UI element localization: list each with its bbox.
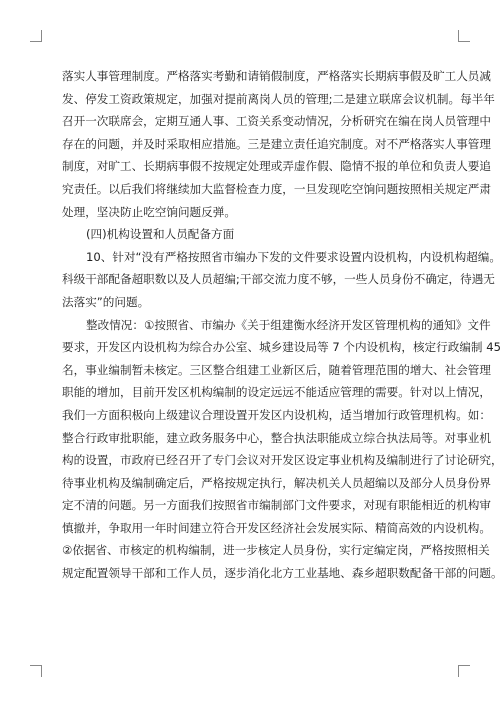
text-line: 构的设置，市政府已经召开了专门会议对开发区设定事业机构及编制进行了讨论研究， bbox=[62, 453, 503, 468]
text-line: 10、针对“没有严格按照省市编办下发的文件要求设置内设机构，内设机构超编。 bbox=[86, 249, 501, 264]
text-line: 慎撤并，争取用一年时间建立符合开发区经济社会发展实际、精简高效的内设机构。 bbox=[62, 520, 491, 535]
text-line: 存在的问题，并及时采取相应措施。三是建立责任追究制度。对不严格落实人事管理 bbox=[62, 136, 491, 151]
text-line: 整合行政审批职能，建立政务服务中心，整合执法职能成立综合执法局等。对事业机 bbox=[62, 430, 491, 445]
text-line: 制度，对旷工、长期病事假不按规定处理或弄虚作假、隐情不报的单位和负责人要追 bbox=[62, 159, 491, 174]
document-body bbox=[62, 65, 503, 585]
text-line: 我们一方面积极向上级建议合理设置开发区内设机构，适当增加行政管理机构。如： bbox=[62, 407, 491, 422]
text-line: 法落实”的问题。 bbox=[62, 294, 150, 309]
text-line: (四)机构设置和人员配备方面 bbox=[86, 227, 235, 242]
text-line: 科级干部配备超职数以及人员超编;干部交流力度不够，一些人员身份不确定，待遇无 bbox=[62, 272, 495, 287]
text-line: 落实人事管理制度。严格落实考勤和请销假制度，严格落实长期病事假及旷工人员减 bbox=[62, 69, 491, 83]
text-line: 名，事业编制暂未核定。三区整合组建工业新区后，随着管理范围的增大、社会管理 bbox=[62, 362, 491, 377]
text-line: 究责任。以后我们将继续加大监督检查力度，一旦发现吃空饷问题按照相关规定严肃 bbox=[62, 181, 491, 196]
text-line: 职能的增加，目前开发区机构编制的设定远远不能适应管理的需要。针对以上情况， bbox=[62, 385, 491, 400]
text-line: 发、停发工资政策规定，加强对提前离岗人员的管理;二是建立联席会议机制。每半年 bbox=[62, 91, 495, 106]
text-line: 规定配置领导干部和工作人员，逐步消化北方工业基地、森乡超职数配备干部的问题。 bbox=[62, 566, 503, 581]
text-line: 定不清的问题。另一方面我们按照省市编制部门文件要求，对现有职能相近的机构审 bbox=[62, 498, 491, 513]
text-line: 整改情况：①按照省、市编办《关于组建衡水经济开发区管理机构的通知》文件 bbox=[86, 317, 491, 332]
text-line: ②依据省、市核定的机构编制，进一步核定人员身份，实行定编定岗，严格按照相关 bbox=[62, 543, 490, 558]
text-line: 待事业机构及编制确定后，严格按规定执行，解决机关人员超编以及部分人员身份界 bbox=[62, 475, 491, 490]
text-line: 召开一次联席会，定期互通人事、工资关系变动情况，分析研究在编在岗人员管理中 bbox=[62, 114, 491, 129]
text-line: 处理，坚决防止吃空饷问题反弹。 bbox=[62, 204, 236, 219]
text-line: 要求，开发区内设机构为综合办公室、城乡建设局等 7 个内设机构，核定行政编制 45 bbox=[62, 340, 501, 355]
